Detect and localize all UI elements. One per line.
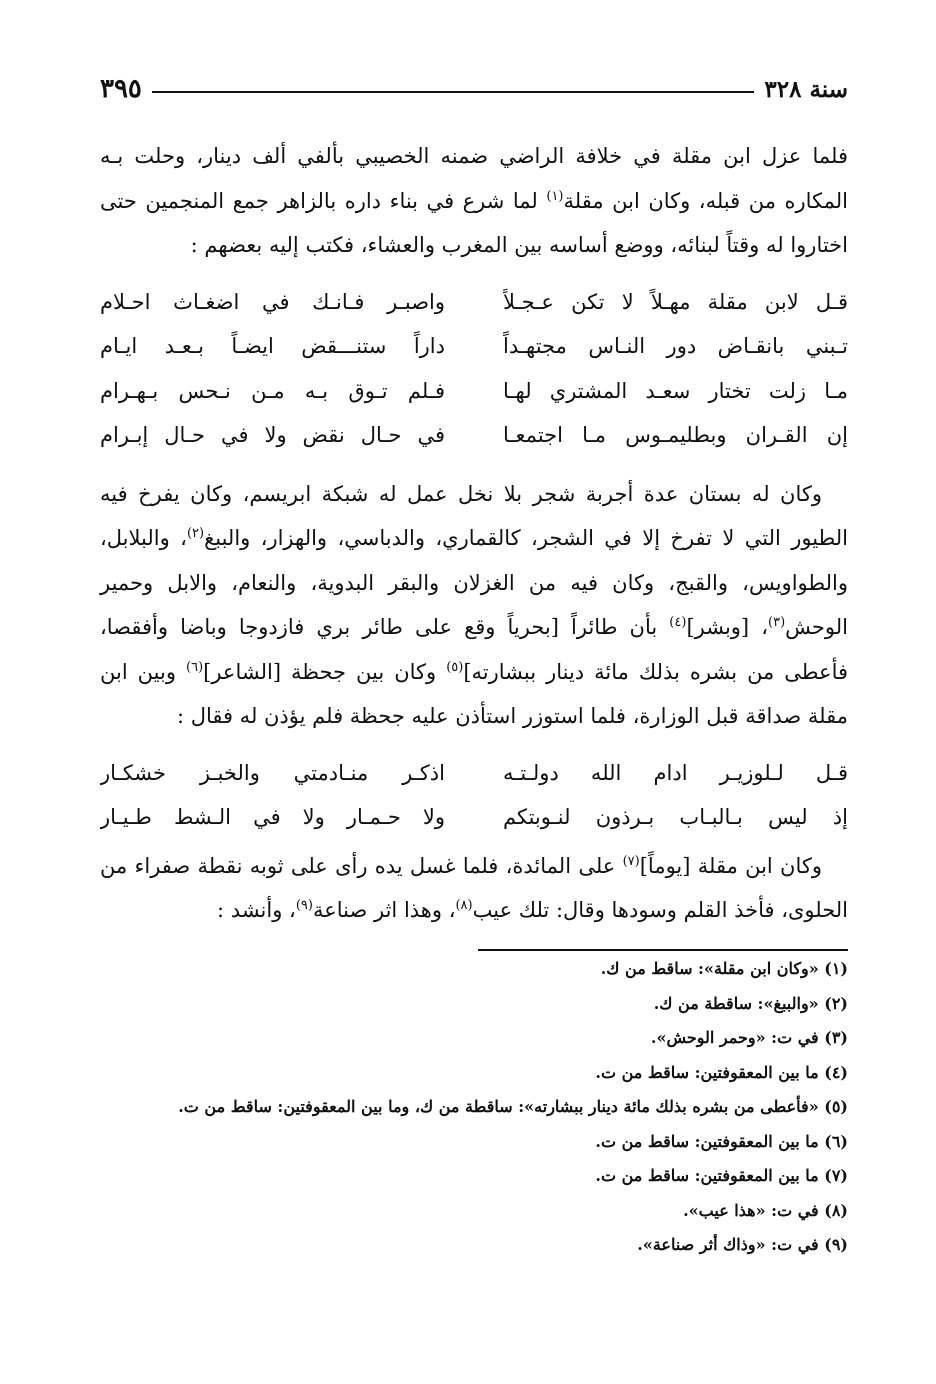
verse-second-hemistich: اذكـر منـادمتي والخبـز خشكـار bbox=[100, 760, 445, 785]
footnote-marker: (١) bbox=[546, 188, 564, 204]
footnote: (٦) ما بين المعقوفتين: ساقط من ت. bbox=[595, 1131, 848, 1151]
verse-second-hemistich: فـلم تـوق بـه مـن نـحس بـهـرام bbox=[100, 378, 445, 403]
header-rule bbox=[152, 91, 754, 93]
footnote: (٤) ما بين المعقوفتين: ساقط من ت. bbox=[595, 1062, 848, 1082]
footnote-marker: (٥) bbox=[446, 659, 464, 675]
paragraph-text: ، وأنشد : bbox=[217, 898, 296, 922]
paragraph bbox=[100, 472, 848, 739]
verse-second-hemistich: داراً ستنـــقض ايضـاً بـعـد ايـام bbox=[100, 334, 445, 358]
footnote-separator bbox=[478, 949, 848, 951]
footnote: (٢) «والببغ»: ساقطة من ك. bbox=[653, 993, 848, 1013]
footnote: (٧) ما بين المعقوفتين: ساقط من ت. bbox=[595, 1166, 848, 1185]
footnote-marker: (٨) bbox=[455, 898, 473, 913]
footnote-marker: (٢) bbox=[186, 526, 205, 541]
footnote-marker: (٩) bbox=[295, 898, 313, 913]
footnote-marker: (٣) bbox=[768, 615, 786, 630]
verse-first-hemistich: قـل لابن مقلة مهـلاً لا تكن عـجـلاً bbox=[503, 289, 848, 314]
paragraph-text: وبين ابن مقلة صداقة قبل الوزارة، فلما استوزر استأذن عليه جحظة فلم يؤذن له فقال : bbox=[100, 659, 848, 728]
verse-first-hemistich: تـبني بانقـاض دور النـاس مجتهـداً bbox=[503, 334, 848, 358]
paragraph-text: ، وهذا اثر صناعة bbox=[312, 898, 456, 922]
paragraph-text: بأن طائراً [بحرياً وقع على طائر بري فازدوجا وباضا وأفقصا، فأعطى من بشره بذلك مائة دينار ببشارته] bbox=[100, 615, 849, 684]
footnote: (٥) «فأعطى من بشره بذلك مائة دينار ببشارته»: ساقطة من ك، وما بين المعقوفتين: ساقط من ت. bbox=[178, 1097, 848, 1116]
verse-second-hemistich: في حـال نقض ولا في حـال إبـرام bbox=[100, 423, 445, 447]
footnotes bbox=[100, 952, 848, 1263]
verse-first-hemistich: قـل لـلوزيـر ادام الله دولـتـه bbox=[503, 760, 848, 785]
running-header bbox=[100, 72, 848, 106]
poem-verse bbox=[100, 369, 848, 414]
paragraph-text: ، والبلابل، والطواويس، والقبج، وكان فيه من الغزلان والبقر البدوية، والنعام، والابل وحمير الوحش bbox=[100, 526, 848, 639]
paragraph-text: فلما عزل ابن مقلة في خلافة الراضي ضمنه الخصيبي بألفي ألف دينار، وحلت بـه المكاره من قبله، وكان ابن مقلة bbox=[100, 144, 848, 213]
verse-second-hemistich: واصبـر فـانـك في اضغـاث احـلام bbox=[100, 289, 445, 314]
poem-verse bbox=[100, 413, 848, 458]
poem-verse bbox=[100, 751, 848, 796]
paragraph-text: لما شرع في بناء داره بالزاهر جمع المنجمين حتى اختاروا له وقتاً لبنائه، ووضع أساسه بين المغرب والعشاء، فكتب إليه بعضهم : bbox=[100, 188, 848, 257]
paragraph-text: وكان ابن مقلة [يوماً] bbox=[639, 853, 822, 878]
verse-second-hemistich: ولا حـمـار ولا في الـشط طـيـار bbox=[100, 805, 445, 829]
footnote: (٣) في ت: «وحمر الوحش». bbox=[650, 1028, 848, 1047]
footnote-marker: (٤) bbox=[669, 615, 687, 630]
footnote-marker: (٧) bbox=[622, 853, 640, 869]
paragraph-text: وكان بين جحظة [الشاعر] bbox=[203, 659, 447, 684]
verse-first-hemistich: مـا زلت تختار سعـد المشتري لهـا bbox=[503, 378, 848, 403]
paragraph bbox=[100, 134, 848, 268]
paragraph bbox=[100, 844, 848, 933]
paragraph-text: ، [وبشر] bbox=[686, 615, 769, 639]
paragraph-text: وكان له بستان عدة أجربة شجر بلا نخل عمل له شبكة ابريسم، وكان يفرخ فيه الطيور التي لا تفرخ إلا في الشجر، كالقماري، والدباسي، والهزار، والببغ bbox=[100, 481, 848, 550]
footnote: (١) «وكان ابن مقلة»: ساقط من ك. bbox=[600, 959, 848, 978]
verse-first-hemistich: إن القـران وبطليمـوس مـا اجتمعـا bbox=[503, 423, 848, 447]
page-number: ٣٩٥ bbox=[100, 74, 142, 104]
poem-verse bbox=[100, 324, 848, 369]
poem-block bbox=[100, 280, 848, 458]
main-text bbox=[100, 134, 848, 933]
footnote-marker: (٦) bbox=[186, 659, 204, 675]
poem-verse bbox=[100, 280, 848, 325]
verse-first-hemistich: إذ ليس بـالبـاب بـرذون لنـوبتكم bbox=[503, 805, 848, 829]
footnote: (٩) في ت: «وذاك أثر صناعة». bbox=[637, 1235, 848, 1254]
poem-block bbox=[100, 751, 848, 840]
header-year-label: سنة ٣٢٨ bbox=[764, 75, 848, 103]
paragraph-text: على المائدة، فلما غسل يده رأى على ثوبه نقطة صفراء من الحلوى، فأخذ القلم وسودها وقال: تلك عيب bbox=[100, 853, 848, 922]
footnote: (٨) في ت: «هذا عيب». bbox=[683, 1200, 848, 1220]
poem-verse bbox=[100, 795, 848, 840]
